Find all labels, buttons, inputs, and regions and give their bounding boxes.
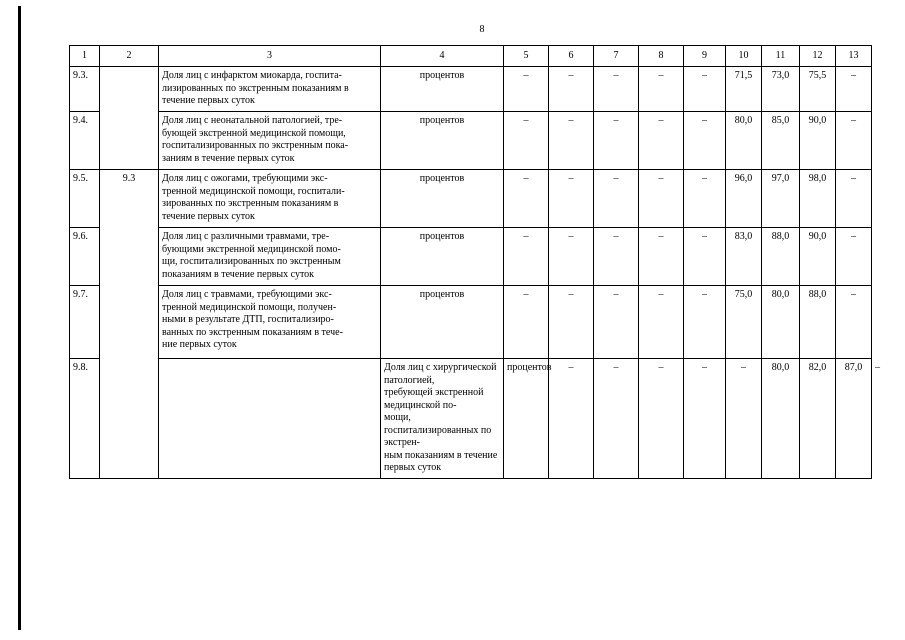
cell-col10: 80,0 — [762, 359, 800, 479]
table-row — [70, 170, 872, 228]
row-description: Доля лиц с инфарктом миокарда, госпита- лизированных по экстренным показаниям в течение первых суток — [159, 67, 381, 112]
row-number: 9.8. — [70, 359, 100, 479]
cell-col9: – — [726, 359, 762, 479]
cell-col10: 80,0 — [726, 112, 762, 170]
col-header: 3 — [159, 46, 381, 67]
cell-col8: – — [639, 228, 684, 286]
cell-col11: 80,0 — [762, 286, 800, 359]
cell-col7: – — [639, 359, 684, 479]
row-unit: процентов — [381, 67, 504, 112]
row-unit: процентов — [381, 170, 504, 228]
cell-col7: – — [594, 286, 639, 359]
cell-col7: – — [594, 228, 639, 286]
cell-col5: – — [504, 286, 549, 359]
indicator-table — [69, 45, 880, 479]
cell-col13: – — [836, 112, 872, 170]
cell-col12: 88,0 — [800, 286, 836, 359]
page-edge-bar — [18, 6, 21, 630]
row-number: 9.5. — [70, 170, 100, 228]
cell-col10: 83,0 — [726, 228, 762, 286]
col-header: 1 — [70, 46, 100, 67]
row-description: Доля лиц с хирургической патологией, требующей экстренной медицинской по- мощи, госпитализированных по экстрен- ным показаниям в течение первых суток — [381, 359, 504, 479]
row-number: 9.4. — [70, 112, 100, 170]
col-header: 5 — [504, 46, 549, 67]
col-header: 7 — [594, 46, 639, 67]
page-number: 8 — [479, 24, 485, 35]
cell-col5: – — [504, 112, 549, 170]
row-number: 9.3. — [70, 67, 100, 112]
col-header: 4 — [381, 46, 504, 67]
col-header: 10 — [726, 46, 762, 67]
col-header: 8 — [639, 46, 684, 67]
cell-col12: 75,5 — [800, 67, 836, 112]
cell-col11: 88,0 — [762, 228, 800, 286]
cell-col7: – — [594, 67, 639, 112]
cell-col7: – — [594, 170, 639, 228]
row-description: Доля лиц с ожогами, требующими экс- тренной медицинской помощи, госпитали- зированных по экстренным показаниям в течение первых суток — [159, 170, 381, 228]
cell-col5: – — [504, 67, 549, 112]
cell-col11: 97,0 — [762, 170, 800, 228]
row-description: Доля лиц с различными травмами, тре- бующими экстренной медицинской помо- щи, госпитализированных по экстренным показаниям в течение первых суток — [159, 228, 381, 286]
group-code-empty — [159, 359, 381, 479]
cell-col6: – — [549, 67, 594, 112]
cell-col9: – — [684, 112, 726, 170]
col-header: 9 — [684, 46, 726, 67]
cell-col12: 87,0 — [836, 359, 872, 479]
cell-col6: – — [549, 286, 594, 359]
cell-col8: – — [639, 170, 684, 228]
cell-col9: – — [684, 286, 726, 359]
cell-col8: – — [639, 286, 684, 359]
col-header: 11 — [762, 46, 800, 67]
cell-col12: 90,0 — [800, 228, 836, 286]
col-header: 6 — [549, 46, 594, 67]
cell-col6: – — [549, 228, 594, 286]
row-description: Доля лиц с травмами, требующими экс- тренной медицинской помощи, получен- ными в результате ДТП, госпитализиро- ванных по экстренным показаниям в тече- ние первых суток — [159, 286, 381, 359]
header-row — [70, 46, 872, 67]
cell-col10: 71,5 — [726, 67, 762, 112]
table-row — [70, 112, 872, 170]
group-code-empty — [100, 67, 159, 170]
cell-col12: 98,0 — [800, 170, 836, 228]
table-row — [70, 67, 872, 112]
cell-col8: – — [684, 359, 726, 479]
cell-col9: – — [684, 67, 726, 112]
row-unit: процентов — [381, 228, 504, 286]
cell-col10: 96,0 — [726, 170, 762, 228]
row-unit: процентов — [381, 112, 504, 170]
cell-col6: – — [594, 359, 639, 479]
cell-col11: 82,0 — [800, 359, 836, 479]
cell-col12: 90,0 — [800, 112, 836, 170]
cell-col5: – — [549, 359, 594, 479]
cell-col5: – — [504, 228, 549, 286]
row-number: 9.6. — [70, 228, 100, 286]
cell-col11: 73,0 — [762, 67, 800, 112]
cell-col9: – — [684, 228, 726, 286]
group-code: 9.3 — [100, 170, 159, 479]
cell-col7: – — [594, 112, 639, 170]
row-number: 9.7. — [70, 286, 100, 359]
cell-col11: 85,0 — [762, 112, 800, 170]
table-row: 9.8. Доля лиц с хирургической патологией, требующей экстренной медицинской по- мощи, госпитализированных по экстрен- ным показаниям в течение первых суток процентов – – – – – 80,0 82,0 87,0 – — [70, 359, 872, 479]
table-row — [70, 286, 872, 359]
cell-col6: – — [549, 170, 594, 228]
cell-col10: 75,0 — [726, 286, 762, 359]
cell-col8: – — [639, 67, 684, 112]
cell-col5: – — [504, 170, 549, 228]
col-header: 2 — [100, 46, 159, 67]
cell-col13: – — [836, 67, 872, 112]
cell-col6: – — [549, 112, 594, 170]
cell-col9: – — [684, 170, 726, 228]
row-description: Доля лиц с неонатальной патологией, тре- бующей экстренной медицинской помощи, госпитализированных по экстренным пока- заниям в течение первых суток — [159, 112, 381, 170]
cell-col13: – — [836, 286, 872, 359]
table-row — [70, 228, 872, 286]
cell-col13: – — [836, 228, 872, 286]
row-unit: процентов — [504, 359, 549, 479]
row-unit: процентов — [381, 286, 504, 359]
cell-col8: – — [639, 112, 684, 170]
cell-col13: – — [836, 170, 872, 228]
col-header: 13 — [836, 46, 872, 67]
col-header: 12 — [800, 46, 836, 67]
